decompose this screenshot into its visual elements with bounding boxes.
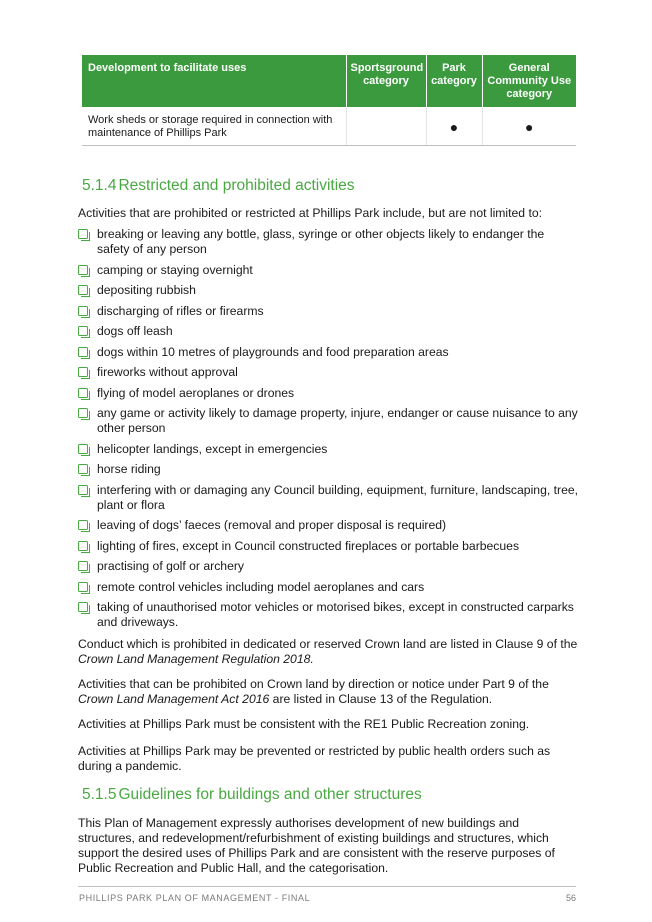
checkbox-bullet-icon: [78, 306, 88, 316]
list-item: practising of golf or archery: [78, 559, 578, 574]
list-item: any game or activity likely to damage property, injure, endanger or cause nuisance to any other person: [78, 406, 578, 436]
checkbox-bullet-icon: [78, 541, 88, 551]
list-item: interfering with or damaging any Council building, equipment, furniture, landscaping, tree, plant or flora: [78, 483, 578, 513]
section-title: Restricted and prohibited activities: [118, 177, 355, 194]
checkbox-bullet-icon: [78, 444, 88, 454]
table-header-park: Park category: [426, 55, 482, 107]
section-heading-5-1-4: [82, 177, 355, 195]
list-item: breaking or leaving any bottle, glass, syringe or other objects likely to endanger the safety of any person: [78, 227, 578, 257]
checkbox-bullet-icon: [78, 520, 88, 530]
list-item: discharging of rifles or firearms: [78, 304, 578, 319]
paragraph-public-health: Activities at Phillips Park may be prevented or restricted by public health orders such as during a pandemic.: [78, 744, 551, 773]
list-item: depositing rubbish: [78, 283, 578, 298]
checkbox-bullet-icon: [78, 229, 88, 239]
list-item: dogs off leash: [78, 324, 578, 339]
paragraph-crown-land-regulation: Conduct which is prohibited in dedicated or reserved Crown land are listed in Clause 9 of the Crown Land Management Regulation 2018.: [78, 637, 578, 666]
checkbox-bullet-icon: [78, 367, 88, 377]
checkbox-bullet-icon: [78, 582, 88, 592]
checkbox-bullet-icon: [78, 485, 88, 495]
footer-divider: [78, 886, 576, 887]
list-item: horse riding: [78, 462, 578, 477]
table-row: [82, 107, 576, 146]
checkbox-bullet-icon: [78, 265, 88, 275]
checkbox-bullet-icon: [78, 285, 88, 295]
list-item: leaving of dogs’ faeces (removal and proper disposal is required): [78, 518, 578, 533]
paragraph-zoning: Activities at Phillips Park must be consistent with the RE1 Public Recreation zoning.: [78, 717, 530, 731]
paragraph-buildings: This Plan of Management expressly authorises development of new buildings and structures, and redevelopment/refurbishment of existing buildings and structures, which support the desired uses of Phillips Park and are consistent with the reserve purposes of Public Recreation and Public Hall, and the categorisation.: [78, 816, 555, 875]
footer-title: PHILLIPS PARK PLAN OF MANAGEMENT - FINAL: [79, 893, 311, 903]
list-item: fireworks without approval: [78, 365, 578, 380]
checkbox-bullet-icon: [78, 326, 88, 336]
table-cell-general-community-use: ●: [482, 107, 576, 146]
regulation-title: Crown Land Management Regulation 2018.: [78, 652, 314, 666]
section-title: Guidelines for buildings and other structures: [118, 786, 422, 803]
checkbox-bullet-icon: [78, 347, 88, 357]
checkbox-bullet-icon: [78, 464, 88, 474]
checkbox-bullet-icon: [78, 388, 88, 398]
list-item: lighting of fires, except in Council constructed fireplaces or portable barbecues: [78, 539, 578, 554]
list-item: taking of unauthorised motor vehicles or motorised bikes, except in constructed carparks and driveways.: [78, 600, 578, 630]
list-item: flying of model aeroplanes or drones: [78, 386, 578, 401]
table-header-row: [82, 55, 576, 107]
act-title: Crown Land Management Act 2016: [78, 692, 270, 706]
table-cell-sportsground: [346, 107, 426, 146]
list-item: camping or staying overnight: [78, 263, 578, 278]
paragraph-crown-land-act: Activities that can be prohibited on Crown land by direction or notice under Part 9 of the Crown Land Management Act 2016 are listed in Clause 13 of the Regulation.: [78, 677, 549, 706]
page-number: 56: [565, 893, 576, 903]
development-uses-table: [82, 55, 576, 146]
section-number: 5.1.4: [82, 177, 117, 194]
table-header-sportsground: Sportsground category: [346, 55, 426, 107]
section-heading-5-1-5: [82, 786, 422, 804]
list-item: helicopter landings, except in emergencies: [78, 442, 578, 457]
table-header-development: Development to facilitate uses: [82, 55, 346, 107]
checkbox-bullet-icon: [78, 408, 88, 418]
table-header-general-community-use: General Community Use category: [482, 55, 576, 107]
table-cell-park: ●: [426, 107, 482, 146]
list-item: dogs within 10 metres of playgrounds and food preparation areas: [78, 345, 578, 360]
list-item: remote control vehicles including model aeroplanes and cars: [78, 580, 578, 595]
section-number: 5.1.5: [82, 786, 117, 803]
section-intro: Activities that are prohibited or restricted at Phillips Park include, but are not limited to:: [78, 206, 543, 220]
table-cell-description: Work sheds or storage required in connection with maintenance of Phillips Park: [82, 107, 346, 146]
prohibited-activities-list: [78, 227, 578, 636]
checkbox-bullet-icon: [78, 602, 88, 612]
checkbox-bullet-icon: [78, 561, 88, 571]
